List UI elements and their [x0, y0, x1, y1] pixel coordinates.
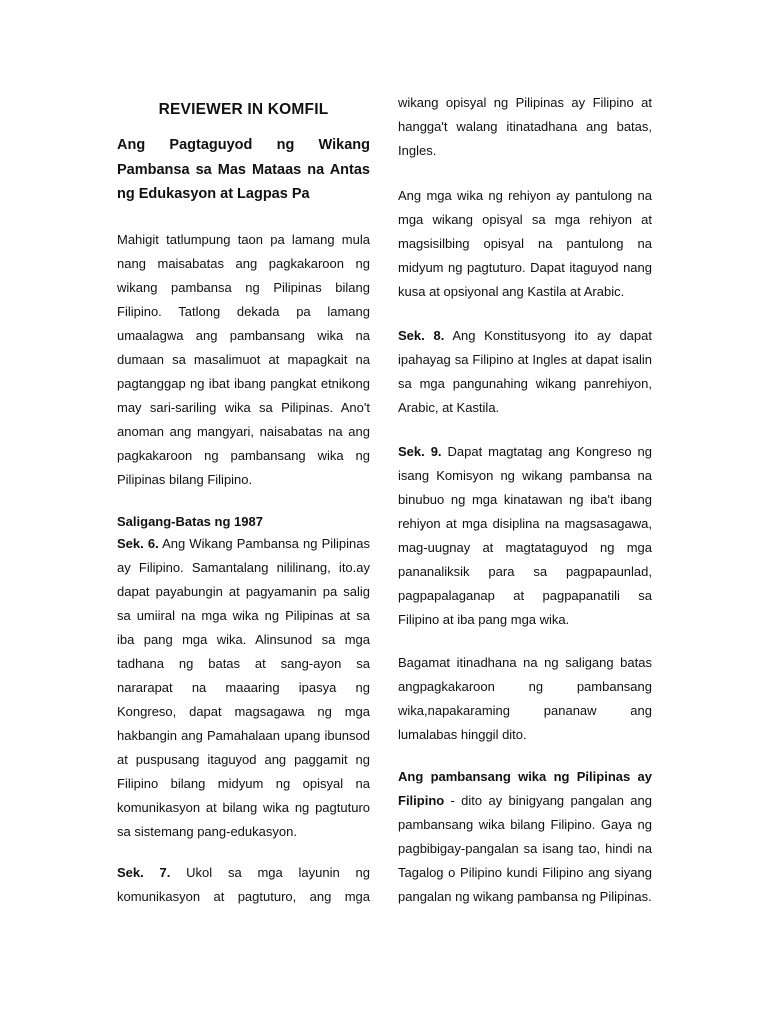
final-paragraph — [398, 765, 652, 909]
bagamat-paragraph: Bagamat itinadhana na ng saligang batas angpagkakaroon ng pambansang wika,napakaraming pananaw ang lumalabas hinggil dito. — [398, 655, 652, 742]
sek7-label: Sek. 7. — [117, 865, 171, 880]
sek9-paragraph — [398, 440, 652, 632]
section-heading: Saligang-Batas ng 1987 — [117, 514, 263, 529]
final-text: - dito ay binigyang pangalan ang pambansang wika bilang Filipino. Gaya ng pagbibigay-pangalan sa isang tao, hindi na Tagalog o Pilipino kundi Filipino ang siyang pangalan ng wikang pambansa ng Pilipinas. — [398, 793, 652, 904]
intro-paragraph: Mahigit tatlumpung taon pa lamang mula nang maisabatas ang pagkakaroon ng wikang pambansa ng Pilipinas bilang Filipino. Tatlong dekada pa lamang umaalagwa ang pambansang wika na dumaan sa masalimuot at mapagkait na pagtanggap ng ibat ibang pangkat etnikong may sari-sariling wika sa Pilipinas. Ano't anoman ang mangyari, naisabatas na ang pagkakaroon ng pambansang wika ng Pilipinas bilang Filipino. — [117, 232, 370, 487]
sek6-text: Ang Wikang Pambansa ng Pilipinas ay Filipino. Samantalang nililinang, ito.ay dapat payabungin at pagyamanin pa salig sa umiiral na mga wika ng Pilipinas at sa iba pang mga wika. Alinsunod sa mga tadhana ng batas at sang-ayon sa nararapat na maaaring ipasya ng Kongreso, dapat magsagawa ng mga hakbangin ang Pamahalaan upang ibunsod at puspusang itaguyod ang paggamit ng Filipino bilang midyum ng opisyal na komunikasyon at bilang wika ng pagtuturo sa sistemang pang-edukasyon. — [117, 536, 370, 839]
sek7-continuation: wikang opisyal ng Pilipinas ay Filipino at hangga't walang itinatadhana ang batas, Ingles. — [398, 95, 652, 158]
sek7-text: Ukol sa mga layunin ng komunikasyon at pagtuturo, ang mga — [117, 865, 370, 904]
sek6-paragraph — [117, 532, 370, 844]
sek9-text: Dapat magtatag ang Kongreso ng isang Komisyon ng wikang pambansa na binubuo ng mga kinatawan ng iba't ibang rehiyon at mga disiplina na magsasagawa, mag-uugnay at magtataguyod ng mga pananaliksik para sa pagpapaunlad, pagpapalaganap at pagpapanatili sa Filipino at iba pang mga wika. — [398, 444, 652, 627]
sek7-paragraph — [117, 861, 370, 909]
sek6-label: Sek. 6. — [117, 536, 159, 551]
sek9-label: Sek. 9. — [398, 444, 442, 459]
document-subtitle: Ang Pagtaguyod ng Wikang Pambansa sa Mas Mataas na Antas ng Edukasyon at Lagpas Pa — [117, 137, 370, 202]
final-bold-phrase: Ang pambansang wika ng Pilipinas ay Filipino — [398, 769, 652, 808]
sek8-text: Ang Konstitusyong ito ay dapat ipahayag sa Filipino at Ingles at dapat isalin sa mga pangunahing wikang panrehiyon, Arabic, at Kastila. — [398, 328, 652, 415]
regional-paragraph: Ang mga wika ng rehiyon ay pantulong na mga wikang opisyal sa mga rehiyon at magsisilbing opisyal na pantulong na midyum ng pagtuturo. Dapat itaguyod nang kusa at opsiyonal ang Kastila at Arabic. — [398, 188, 652, 299]
sek8-paragraph — [398, 324, 652, 420]
document-title: REVIEWER IN KOMFIL — [158, 101, 329, 118]
sek8-label: Sek. 8. — [398, 328, 445, 343]
